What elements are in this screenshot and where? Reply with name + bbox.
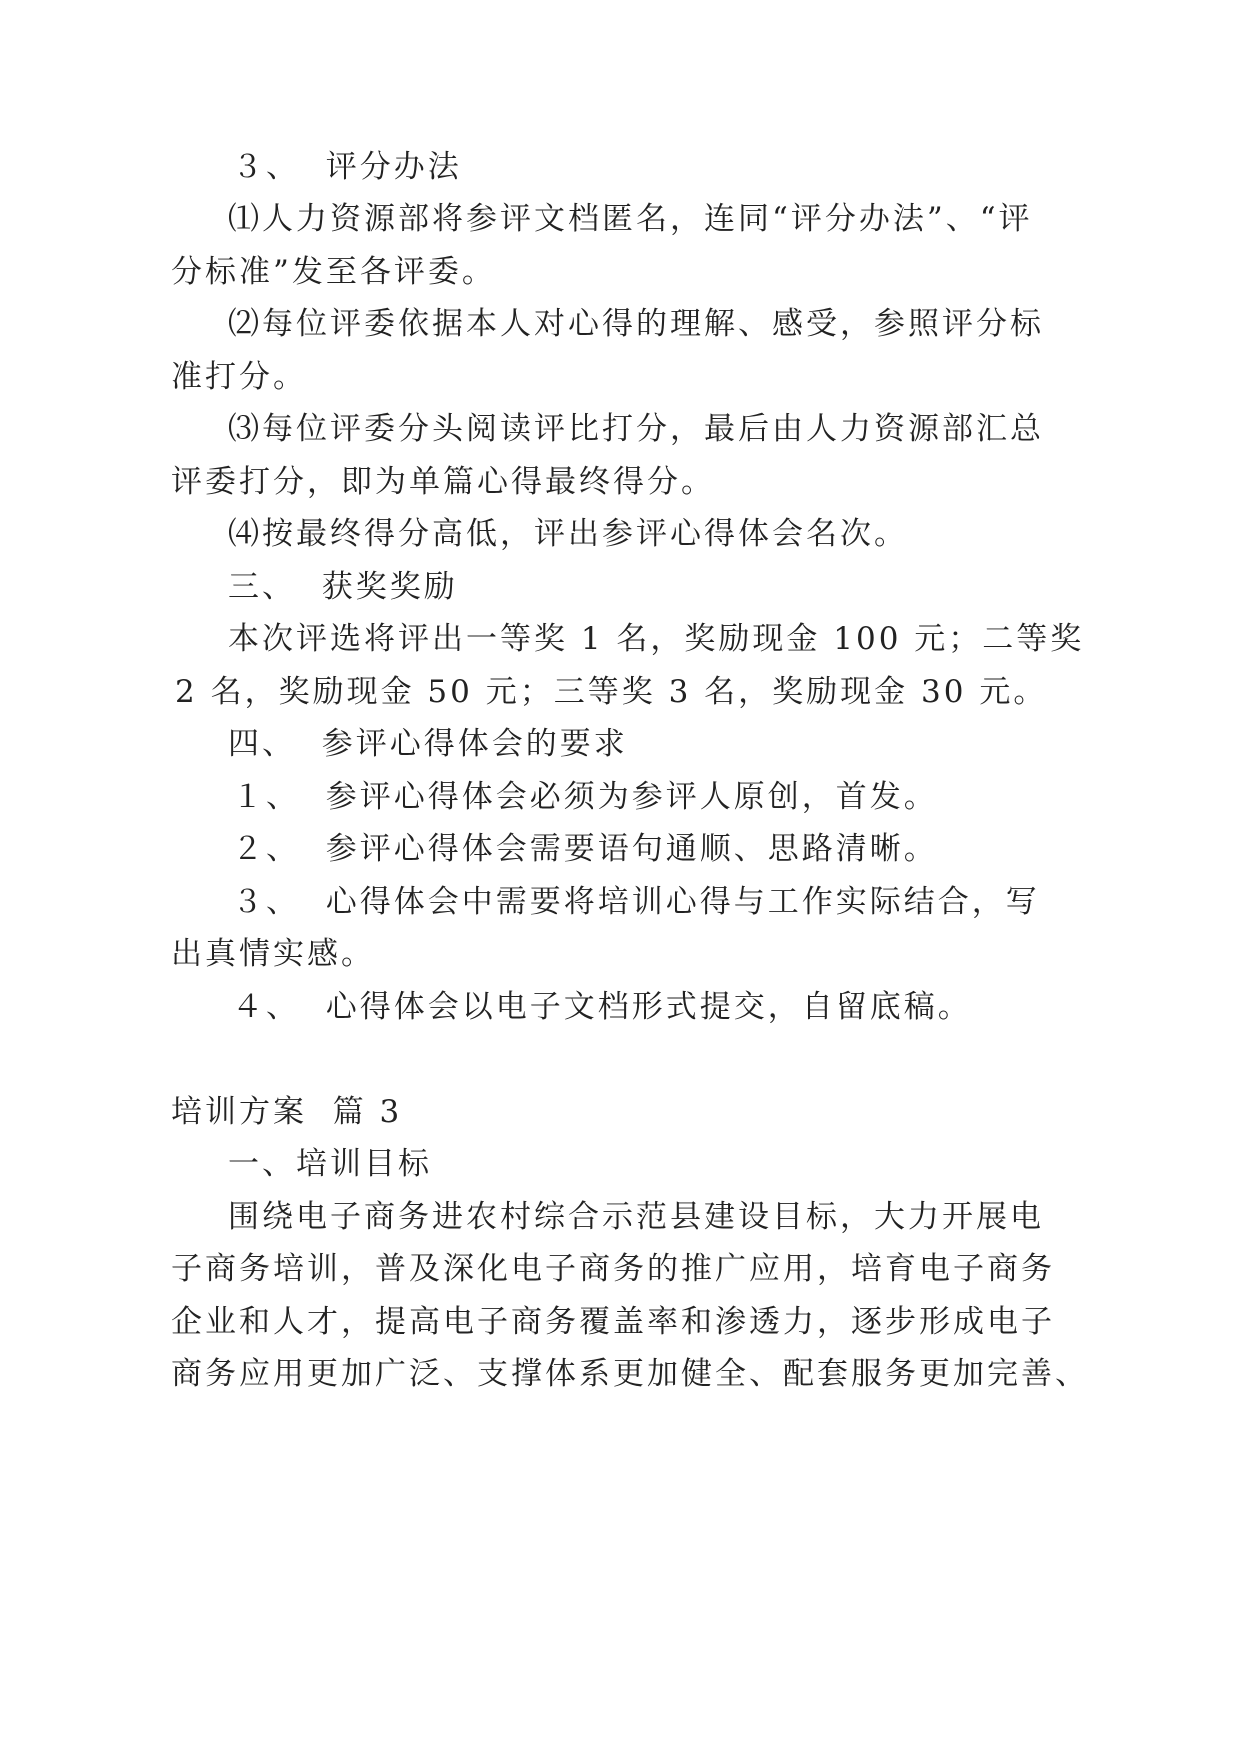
paragraph-line: 子商务培训，普及深化电子商务的推广应用，培育电子商务 [171, 1251, 1055, 1287]
list-item: ２、 参评心得体会需要语句通顺、思路清晰。 [232, 831, 938, 867]
paragraph-line: 准打分。 [171, 359, 307, 395]
paragraph-line: 出真情实感。 [171, 936, 375, 972]
paragraph-line: 分标准”发至各评委。 [171, 254, 496, 290]
list-item: １、 参评心得体会必须为参评人原创，首发。 [232, 779, 938, 815]
document-title: 培训方案 篇 3 [171, 1094, 403, 1130]
paragraph-line: ⑶每位评委分头阅读评比打分，最后由人力资源部汇总 [228, 411, 1044, 447]
list-item: ４、 心得体会以电子文档形式提交，自留底稿。 [232, 989, 972, 1025]
paragraph-line: 本次评选将评出一等奖 1 名，奖励现金 100 元；二等奖 [228, 621, 1085, 657]
paragraph-line: ⑴人力资源部将参评文档匿名，连同“评分办法”、“评 [228, 201, 1033, 237]
section-heading: 四、 参评心得体会的要求 [228, 726, 628, 762]
paragraph-line: 企业和人才，提高电子商务覆盖率和渗透力，逐步形成电子 [171, 1304, 1055, 1340]
section-heading-3: ３、 评分办法 [232, 149, 462, 185]
list-item: ３、 心得体会中需要将培训心得与工作实际结合，写 [232, 884, 1040, 920]
paragraph-line: 围绕电子商务进农村综合示范县建设目标，大力开展电 [228, 1199, 1044, 1235]
section-heading: 三、 获奖奖励 [228, 569, 458, 605]
paragraph-line: 商务应用更加广泛、支撑体系更加健全、配套服务更加完善、 [171, 1356, 1089, 1392]
paragraph-line: 2 名，奖励现金 50 元；三等奖 3 名，奖励现金 30 元。 [175, 674, 1048, 710]
paragraph-line: ⑷按最终得分高低，评出参评心得体会名次。 [228, 516, 908, 552]
paragraph-line: ⑵每位评委依据本人对心得的理解、感受，参照评分标 [228, 306, 1044, 342]
section-heading: 一、培训目标 [228, 1146, 432, 1182]
paragraph-line: 评委打分，即为单篇心得最终得分。 [171, 464, 715, 500]
